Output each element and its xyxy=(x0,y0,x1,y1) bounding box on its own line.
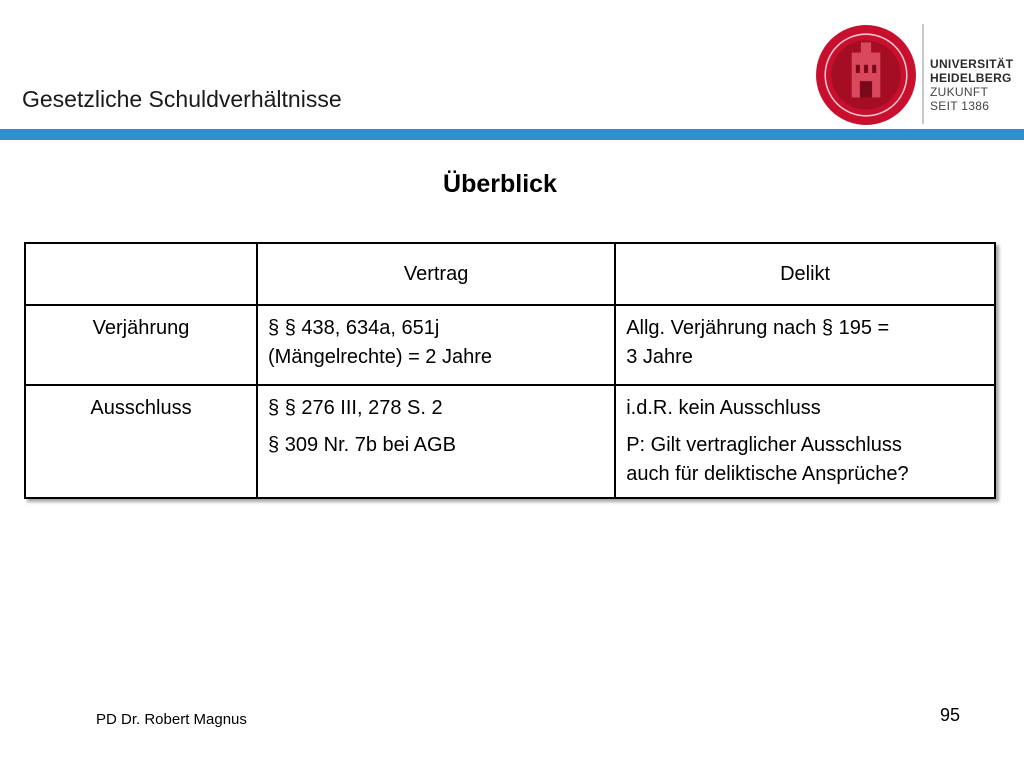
slide-title: Überblick xyxy=(443,170,557,198)
wordmark-line-1: UNIVERSITÄT xyxy=(930,57,1014,71)
university-wordmark xyxy=(930,57,1013,113)
header-cell-delikt: Delikt xyxy=(615,243,995,305)
row-label: Verjährung xyxy=(25,305,257,385)
header-cell-empty xyxy=(25,243,257,305)
wordmark-line-2: HEIDELBERG xyxy=(930,71,1012,85)
cell-line: 3 Jahre xyxy=(626,346,693,368)
cell-delikt xyxy=(615,305,995,385)
cell-line: P: Gilt vertraglicher Ausschluss xyxy=(626,434,902,456)
row-label: Ausschluss xyxy=(25,385,257,498)
page-number: 95 xyxy=(940,705,961,725)
presentation-title: Gesetzliche Schuldverhältnisse xyxy=(22,86,342,112)
comparison-table xyxy=(24,242,996,499)
table-row xyxy=(25,385,995,498)
cell-vertrag xyxy=(257,385,615,498)
table-header-row xyxy=(25,243,995,305)
university-seal-icon xyxy=(815,24,917,126)
cell-line: § § 438, 634a, 651j xyxy=(268,317,440,339)
logo-divider xyxy=(922,24,924,124)
wordmark-line-3: ZUKUNFT xyxy=(930,85,989,99)
cell-line: i.d.R. kein Ausschluss xyxy=(626,397,821,419)
cell-delikt xyxy=(615,385,995,498)
table-row xyxy=(25,305,995,385)
cell-vertrag xyxy=(257,305,615,385)
cell-line: § 309 Nr. 7b bei AGB xyxy=(268,434,456,456)
cell-line: (Mängelrechte) = 2 Jahre xyxy=(268,346,493,368)
cell-line: § § 276 III, 278 S. 2 xyxy=(268,397,443,419)
header-cell-vertrag: Vertrag xyxy=(257,243,615,305)
wordmark-line-4: SEIT 1386 xyxy=(930,99,990,113)
cell-line: Allg. Verjährung nach § 195 = xyxy=(626,317,890,339)
cell-line: auch für deliktische Ansprüche? xyxy=(626,463,909,485)
footer-author: PD Dr. Robert Magnus xyxy=(96,711,247,728)
header-divider xyxy=(0,129,1024,140)
